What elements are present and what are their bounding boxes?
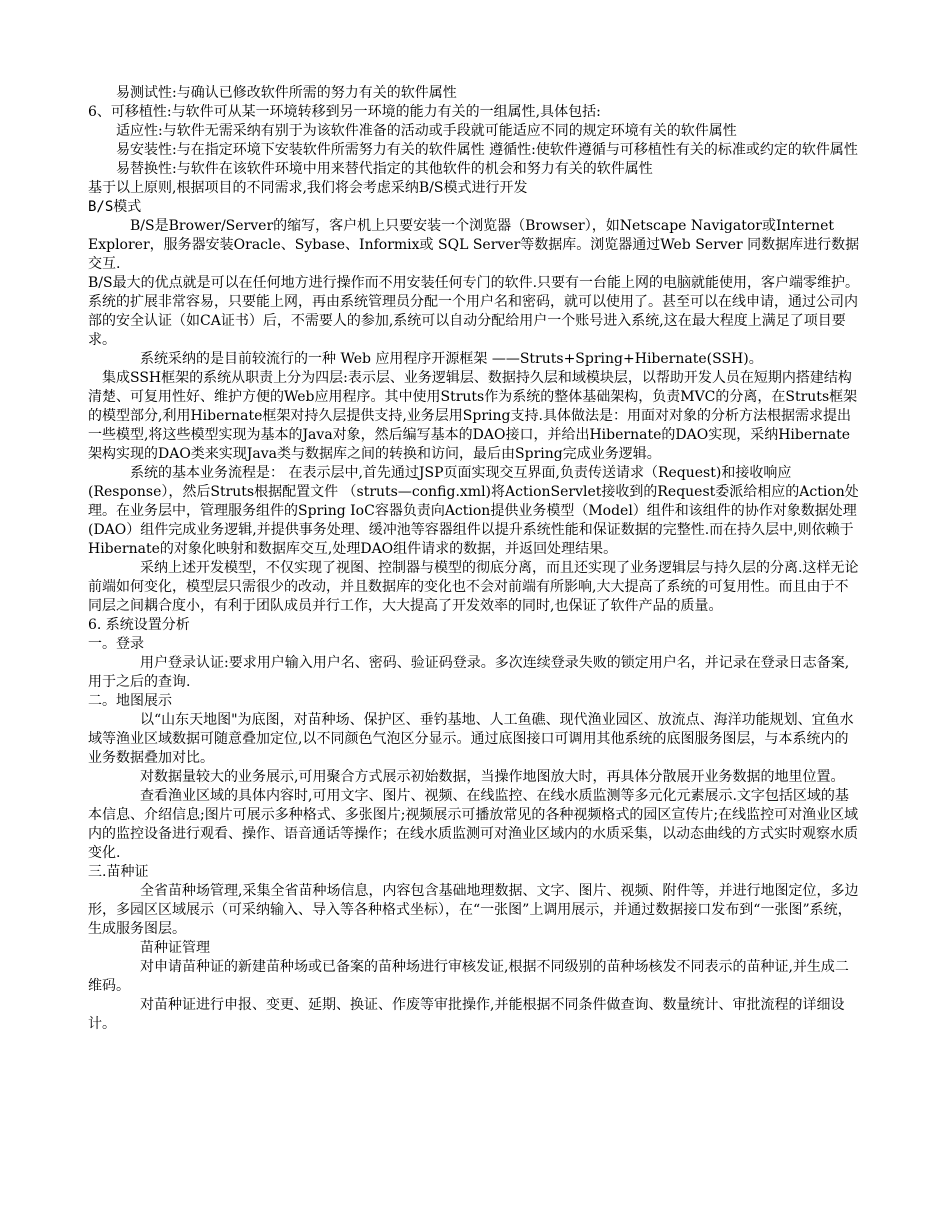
section-title-seed-certificate: 三.苗种证 [88, 864, 149, 880]
paragraph-seed-farm: 全省苗种场管理,采集全省苗种场信息，内容包含基础地理数据、文字、图片、视频、附件等，并进行地图定位，多边形，多园区区域展示（可采纳输入、导入等各种格式坐标），在“一张图”上调用展示，并通过数据接口发布到“一张图”系统，生成服务图层。 [88, 883, 859, 937]
paragraph-framework: 系统采纳的是目前较流行的一种 Web 应用程序开源框架 ——Struts+Spring+Hibernate(SSH)。 [140, 351, 763, 367]
paragraph-dev-model: 采纳上述开发模型，不仅实现了视图、控制器与模型的彻底分离，而且还实现了业务逻辑层与持久层的分离.这样无论前端如何变化，模型层只需很少的改动，并且数据库的变化也不会对前端有所影响,大大提高了系统的可复用性。而且由于不同层之间耦合度小，有利于团队成员并行工作，大大提高了开发效率的同时,也保证了软件产品的质量。 [88, 560, 859, 614]
section-title-login: 一。登录 [88, 636, 144, 652]
paragraph-map-content: 查看渔业区域的具体内容时,可用文字、图片、视频、在线监控、在线水质监测等多元化元素展示.文字包括区域的基本信息、介绍信息;图片可展示多种格式、多张图片;视频展示可播放常见的各种视频格式的园区宣传片;在线监控可对渔业区域内的监控设备进行观看、操作、语音通话等操作；在线水质监测可对渔业区域内的水质采集，以动态曲线的方式实时观察水质变化. [88, 788, 859, 861]
paragraph-map-aggregate: 对数据量较大的业务展示,可用聚合方式展示初始数据，当操作地图放大时，再具体分散展开业务数据的地里位置。 [140, 769, 845, 785]
subsection-title-seed-management: 苗种证管理 [140, 940, 210, 956]
section-title-map: 二。地图展示 [88, 693, 172, 709]
paragraph-map-base: 以“山东天地图"为底图，对苗种场、保护区、垂钓基地、人工鱼礁、现代渔业园区、放流点、海洋功能规划、宜鱼水域等渔业区域数据可随意叠加定位,以不同颜色气泡区分显示。通过底图接口可调用其他系统的底图服务图层，与本系统内的业务数据叠加对比。 [88, 712, 854, 766]
paragraph-testability: 易测试性:与确认已修改软件所需的努力有关的软件属性 [116, 85, 457, 101]
paragraph-principle: 基于以上原则,根据项目的不同需求,我们将会考虑采纳B/S模式进行开发 [88, 180, 528, 196]
paragraph-ssh-layers: 集成SSH框架的系统从职责上分为四层:表示层、业务逻辑层、数据持久层和域模块层，以帮助开发人员在短期内搭建结构清楚、可复用性好、维护方便的Web应用程序。其中使用Struts作为系统的整体基础架构，负责MVC的分离，在Struts框架的模型部分,利用Hibernate框架对持久层提供支持,业务层用Spring支持.具体做法是：用面对对象的分析方法根据需求提出一些模型,将这些模型实现为基本的Java对象，然后编写基本的DAO接口，并给出Hibernate的DAO实现，采纳Hibernate架构实现的DAO类来实现Java类与数据库之间的转换和访问，最后由Spring完成业务逻辑。 [88, 370, 858, 462]
paragraph-replaceability: 易替换性:与软件在该软件环境中用来替代指定的其他软件的机会和努力有关的软件属性 [116, 161, 653, 177]
paragraph-bs-description: B/S是Brower/Server的缩写，客户机上只要安装一个浏览器（Browser），如Netscape Navigator或Internet Explorer，服务器安装Oracle、Sybase、Informix或 SQL Server等数据库。浏览器通过Web Server 同数据库进行数据交互. [88, 218, 860, 272]
section-title-bs: B/S模式 [88, 199, 142, 215]
paragraph-bs-advantage: B/S最大的优点就是可以在任何地方进行操作而不用安装任何专门的软件.只要有一台能上网的电脑就能使用，客户端零维护。系统的扩展非常容易，只要能上网，再由系统管理员分配一个用户名和密码，就可以使用了。甚至可以在线申请，通过公司内部的安全认证（如CA证书）后，不需要人的参加,系统可以自动分配给用户一个账号进入系统,这在最大程度上满足了项目要求。 [88, 275, 860, 348]
paragraph-seed-approval: 对苗种证进行申报、变更、延期、换证、作废等审批操作,并能根据不同条件做查询、数量统计、审批流程的详细设计。 [88, 997, 845, 1032]
document-page [88, 84, 860, 1034]
section-title-system-analysis: 6. 系统设置分析 [88, 617, 190, 633]
paragraph-installability: 易安装性:与在指定环境下安装软件所需努力有关的软件属性 遵循性:使软件遵循与可移植性有关的标准或约定的软件属性 [116, 142, 858, 158]
paragraph-seed-review: 对申请苗种证的新建苗种场或已备案的苗种场进行审核发证,根据不同级别的苗种场核发不同表示的苗种证,并生成二维码。 [88, 959, 849, 994]
paragraph-portability: 6、可移植性:与软件可从某一环境转移到另一环境的能力有关的一组属性,具体包括: [88, 104, 601, 120]
paragraph-adaptability: 适应性:与软件无需采纳有别于为该软件准备的活动或手段就可能适应不同的规定环境有关的软件属性 [116, 123, 737, 139]
paragraph-business-flow: 系统的基本业务流程是： 在表示层中,首先通过JSP页面实现交互界面,负责传送请求（Request)和接收响应(Response），然后Struts根据配置文件 （struts—config.xml)将ActionServlet接收到的Request委派给相应的Action处理。在业务层中，管理服务组件的Spring IoC容器负责向Action提供业务模型（Model）组件和该组件的协作对象数据处理(DAO）组件完成业务逻辑,并提供事务处理、缓冲池等容器组件以提升系统性能和保证数据的完整性.而在持久层中,则依赖于 Hibernate的对象化映射和数据库交互,处理DAO组件请求的数据，并返回处理结果。 [88, 465, 859, 557]
paragraph-login: 用户登录认证:要求用户输入用户名、密码、验证码登录。多次连续登录失败的锁定用户名，并记录在登录日志备案,用于之后的查询. [88, 655, 850, 690]
